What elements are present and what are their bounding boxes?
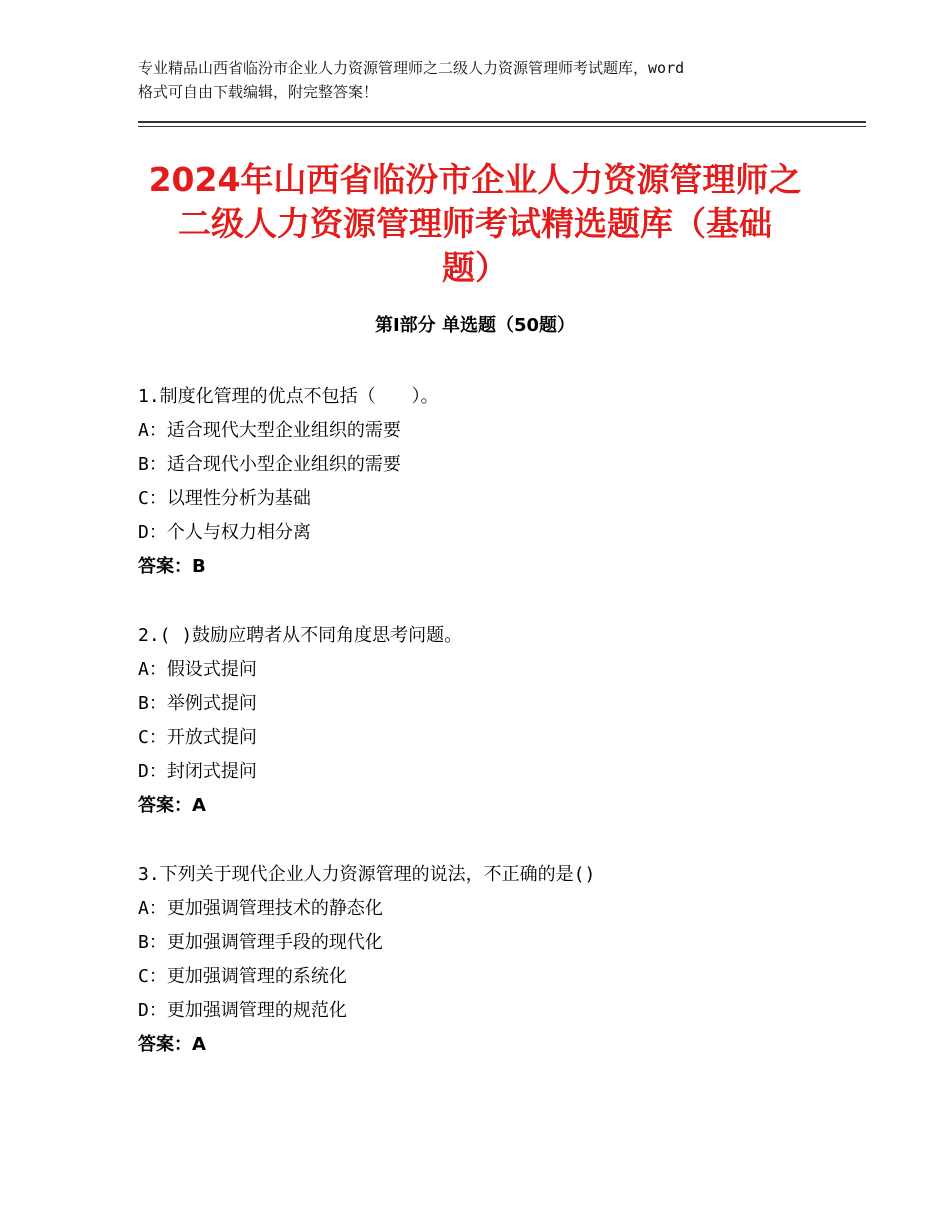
page-title — [120, 158, 830, 290]
header-divider-thin — [138, 126, 866, 127]
header-note-line-1: 专业精品山西省临汾市企业人力资源管理师之二级人力资源管理师考试题库，word — [138, 59, 685, 77]
answer-label: 答案：A — [138, 1034, 206, 1055]
option-b: B：举例式提问 — [138, 693, 257, 714]
option-d: D：个人与权力相分离 — [138, 522, 311, 543]
option-c: C：以理性分析为基础 — [138, 488, 311, 509]
question-stem: 2.( )鼓励应聘者从不同角度思考问题。 — [138, 625, 463, 646]
question-stem: 3.下列关于现代企业人力资源管理的说法，不正确的是() — [138, 864, 596, 885]
page-title-line-1: 2024年山西省临汾市企业人力资源管理师之 — [148, 160, 802, 199]
header-note-line-2: 格式可自由下载编辑，附完整答案！ — [138, 83, 379, 101]
question-stem: 1.制度化管理的优点不包括（ ）。 — [138, 386, 439, 407]
question-block — [138, 858, 838, 1062]
header-note — [138, 56, 838, 104]
option-b: B：更加强调管理手段的现代化 — [138, 932, 383, 953]
option-b: B：适合现代小型企业组织的需要 — [138, 454, 401, 475]
page-title-line-3: 题） — [442, 248, 508, 287]
option-d: D：更加强调管理的规范化 — [138, 1000, 347, 1021]
page-title-line-2: 二级人力资源管理师考试精选题库（基础 — [178, 204, 772, 243]
answer-label: 答案：A — [138, 795, 206, 816]
answer-label: 答案：B — [138, 556, 206, 577]
option-a: A：适合现代大型企业组织的需要 — [138, 420, 401, 441]
section-title: 第Ⅰ部分 单选题（50题） — [374, 315, 575, 336]
question-block — [138, 619, 838, 823]
option-c: C：开放式提问 — [138, 727, 257, 748]
option-d: D：封闭式提问 — [138, 761, 257, 782]
option-c: C：更加强调管理的系统化 — [138, 966, 347, 987]
header-divider-thick — [138, 121, 866, 123]
option-a: A：假设式提问 — [138, 659, 257, 680]
question-block — [138, 380, 838, 584]
option-a: A：更加强调管理技术的静态化 — [138, 898, 383, 919]
